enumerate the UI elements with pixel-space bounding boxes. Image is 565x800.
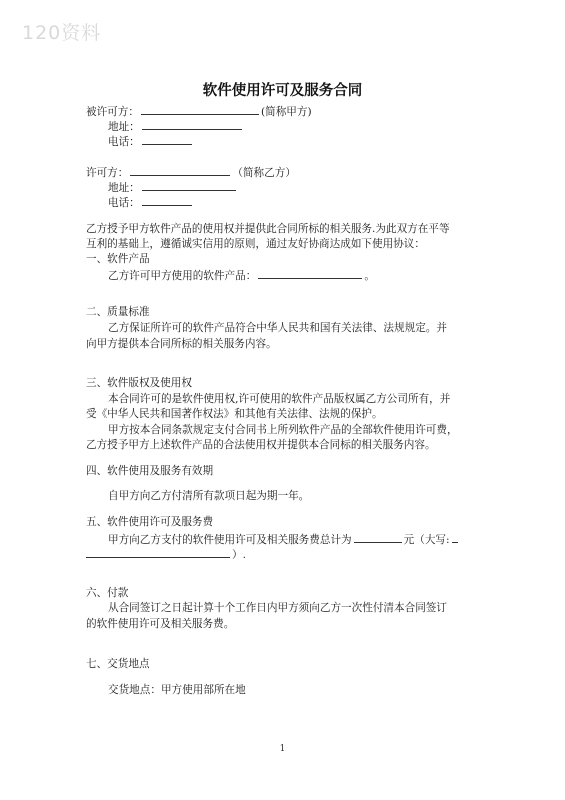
licensor-name-field[interactable] [130, 164, 230, 176]
intro-line-1: 乙方授予甲方软件产品的使用权并提供此合同所标的相关服务.为此双方在平等 [86, 223, 450, 235]
section-1-heading: 一、软件产品 [86, 253, 150, 265]
licensee-phone-label: 电话： [108, 136, 140, 148]
section-1-end: 。 [364, 270, 375, 282]
watermark: 120资料 [22, 22, 102, 44]
licensee-abbr: (简称甲方) [260, 106, 312, 118]
fee-capital-field[interactable] [86, 546, 230, 558]
licensor-phone-label: 电话： [108, 197, 140, 209]
section-7-heading: 七、交货地点 [86, 658, 150, 670]
licensor-address-field[interactable] [142, 179, 236, 191]
section-5-line-2 [86, 546, 246, 563]
section-6-line-1: 从合同签订之日起计算十个工作日内甲方须向乙方一次性付清本合同签订 [108, 602, 447, 614]
licensor-abbr: （简称乙方） [232, 167, 296, 179]
section-5-text: 甲方向乙方支付的软件使用许可及相关服务费总计为 [108, 534, 352, 546]
section-4-text: 自甲方向乙方付清所有款项日起为期一年。 [108, 490, 310, 502]
intro-line-2: 互利的基础上，遵循诚实信用的原则，通过友好协商达成如下使用协议： [86, 238, 425, 250]
licensee-address-label: 地址： [108, 121, 140, 133]
section-1-line [108, 267, 375, 284]
section-5-end: ）. [232, 549, 246, 561]
licensee-phone-field[interactable] [142, 133, 192, 145]
page-number: 1 [279, 744, 286, 754]
section-2-heading: 二、质量标准 [86, 306, 150, 318]
licensee-label: 被许可方： [86, 106, 139, 118]
section-6-line-2: 的软件使用许可及相关服务费。 [86, 618, 235, 630]
section-3-line-2: 受《中华人民共和国著作权法》和其他有关法律、法规的保护。 [86, 408, 383, 420]
section-3-line-4: 乙方授予甲方上述软件产品的合法使用权并提供本合同标的相关服务内容。 [86, 439, 436, 451]
section-2-line-2: 向甲方提供本合同所标的相关服务内容。 [86, 338, 277, 350]
licensee-name-field[interactable] [141, 103, 259, 115]
licensor-label: 许可方： [86, 167, 129, 179]
section-4-heading: 四、软件使用及服务有效期 [86, 465, 214, 477]
licensor-address-label: 地址： [108, 182, 140, 194]
software-product-field[interactable] [258, 267, 362, 279]
section-3-line-1: 本合同许可的是软件使用权,许可使用的软件产品版权属乙方公司所有，并 [108, 393, 451, 405]
document-title: 软件使用许可及服务合同 [202, 82, 363, 99]
section-3-heading: 三、软件版权及使用权 [86, 377, 192, 389]
licensor-phone-field[interactable] [142, 194, 192, 206]
licensee-address-field[interactable] [142, 118, 242, 130]
section-2-line-1: 乙方保证所许可的软件产品符合中华人民共和国有关法律、法规规定。并 [108, 322, 447, 334]
section-7-text: 交货地点：甲方使用部所在地 [108, 684, 246, 696]
licensee-phone-line [108, 133, 194, 150]
section-1-text: 乙方许可甲方使用的软件产品： [108, 270, 257, 282]
section-6-heading: 六、付款 [86, 587, 129, 599]
section-3-line-3: 甲方按本合同条款规定支付合同书上所列软件产品的全部软件使用许可费， [108, 424, 458, 436]
section-5-unit: 元（大写: [403, 534, 450, 546]
section-5-heading: 五、软件使用许可及服务费 [86, 516, 214, 528]
fee-amount-field[interactable] [354, 531, 402, 543]
fee-capital-field-start[interactable] [452, 531, 458, 543]
licensor-phone-line [108, 194, 194, 211]
